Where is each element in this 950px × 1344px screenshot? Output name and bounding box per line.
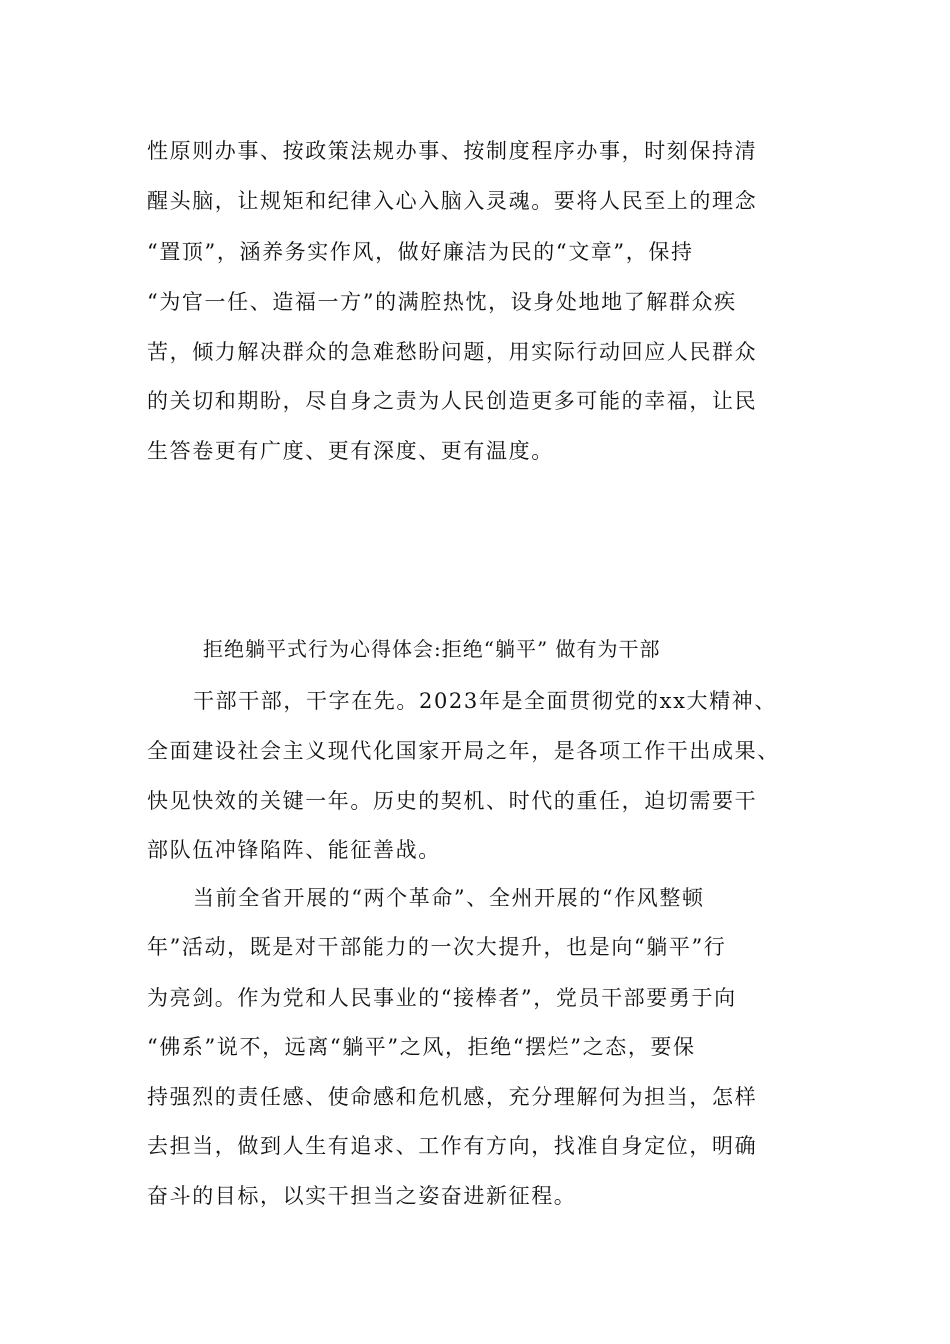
text-line: 年”活动，既是对干部能力的一次大提升，也是向“躺平”行	[147, 935, 727, 959]
text-line: 快见快效的关键一年。历史的契机、时代的重任，迫切需要干	[147, 789, 758, 813]
text-line: 部队伍冲锋陷阵、能征善战。	[147, 838, 441, 862]
text-line: 性原则办事、按政策法规办事、按制度程序办事，时刻保持清	[147, 139, 758, 163]
text-line: 奋斗的目标，以实干担当之姿奋进新征程。	[147, 1184, 577, 1208]
text-line: 为亮剑。作为党和人民事业的“接棒者”，党员干部要勇于向	[147, 986, 737, 1010]
text-line: 生答卷更有广度、更有深度、更有温度。	[147, 439, 554, 463]
text-line: 全面建设社会主义现代化国家开局之年，是各项工作干出成果、	[147, 739, 780, 763]
text-line: 持强烈的责任感、使命感和危机感，充分理解何为担当，怎样	[147, 1085, 758, 1109]
text-line: 醒头脑，让规矩和纪律入心入脑入灵魂。要将人民至上的理念	[147, 189, 758, 213]
article-title: 拒绝躺平式行为心得体会:拒绝“躺平” 做有为干部	[203, 637, 661, 661]
text-line: “佛系”说不，远离“躺平”之风，拒绝“摆烂”之态，要保	[147, 1035, 696, 1059]
text-line: “置顶”，涵养务实作风，做好廉洁为民的“文章”，保持	[147, 240, 694, 264]
text-line: 干部干部，干字在先。2023年是全面贯彻党的xx大精神、	[193, 689, 777, 713]
text-line: 当前全省开展的“两个革命”、全州开展的“作风整顿	[193, 886, 705, 910]
text-line: 去担当，做到人生有追求、工作有方向，找准自身定位，明确	[147, 1134, 758, 1158]
text-line: 的关切和期盼，尽自身之责为人民创造更多可能的幸福，让民	[147, 389, 758, 413]
text-line: 苦，倾力解决群众的急难愁盼问题，用实际行动回应人民群众	[147, 340, 758, 364]
text-line: “为官一任、造福一方”的满腔热忱，设身处地地了解群众疾	[147, 290, 737, 314]
